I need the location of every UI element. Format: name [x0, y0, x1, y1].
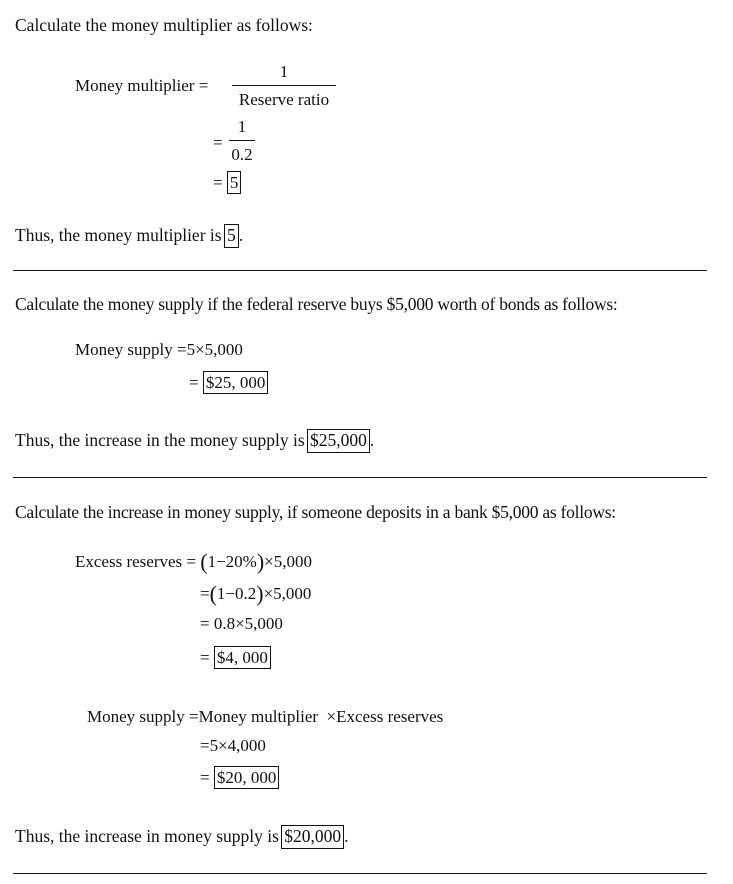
excess-reserves-result — [200, 646, 271, 669]
result-line — [213, 171, 241, 194]
equals-sign: = — [200, 768, 210, 787]
open-paren: ( — [200, 549, 208, 574]
conclusion-text: Thus, the increase in the money supply is — [15, 430, 305, 450]
section3-conclusion — [15, 825, 349, 849]
conclusion-text: Thus, the increase in money supply is — [15, 826, 279, 846]
equals-sign: = — [213, 173, 223, 192]
boxed-result: $25, 000 — [203, 371, 269, 394]
period: . — [369, 430, 375, 450]
close-paren: ) — [256, 581, 264, 606]
equals-sign: = — [213, 133, 223, 152]
money-multiplier-label: Money multiplier = — [75, 76, 209, 95]
fraction-denominator: Reserve ratio — [238, 90, 330, 109]
section1-conclusion — [15, 224, 243, 248]
fraction-numerator: 1 — [279, 62, 289, 81]
fraction-one-over-point-two — [229, 118, 255, 163]
fraction-bar — [229, 140, 255, 141]
section1-intro: Calculate the money multiplier as follows: — [15, 15, 313, 35]
section3-intro: Calculate the increase in money supply, if someone deposits in a bank $5,000 as follows: — [15, 502, 616, 522]
fraction-one-over-reserve-ratio — [232, 63, 336, 108]
excess-reserves-line1 — [75, 551, 312, 573]
period: . — [238, 225, 244, 245]
product-term: 0.8×5,000 — [213, 614, 283, 633]
section-divider — [13, 477, 707, 478]
equals-sign: = — [200, 648, 210, 667]
multiply-term: ×5,000 — [263, 584, 312, 603]
money-supply-line2: =5×4,000 — [200, 736, 266, 755]
excess-reserves-line2 — [200, 583, 311, 605]
equals-sign: = — [189, 373, 199, 392]
open-paren: ( — [209, 581, 217, 606]
section2-conclusion — [15, 429, 374, 453]
multiply-term: ×5,000 — [264, 552, 312, 571]
money-supply-formula: Money supply =5×5,000 — [75, 340, 243, 359]
boxed-answer: $20,000 — [281, 825, 344, 849]
boxed-result: $4, 000 — [214, 646, 271, 669]
equals-sign: = — [200, 614, 210, 633]
period: . — [344, 826, 349, 846]
excess-reserves-label: Excess reserves = — [75, 552, 196, 571]
fraction-denominator: 0.2 — [231, 145, 253, 164]
boxed-answer: 5 — [224, 224, 239, 248]
equals-sign: = — [200, 584, 210, 603]
paren-content: 1−20% — [207, 552, 257, 571]
section-divider — [13, 270, 707, 271]
fraction-bar — [232, 85, 336, 86]
money-supply-formula: Money supply =Money multiplier ×Excess reserves — [87, 707, 444, 726]
excess-reserves-line3 — [200, 615, 283, 632]
fraction-numerator: 1 — [237, 117, 247, 136]
section-divider — [13, 873, 707, 874]
conclusion-text: Thus, the money multiplier is — [15, 225, 222, 245]
boxed-result: 5 — [227, 171, 242, 194]
result-line — [189, 371, 268, 394]
boxed-answer: $25,000 — [307, 429, 370, 453]
money-supply-result — [200, 766, 279, 789]
close-paren: ) — [256, 549, 265, 574]
section2-intro: Calculate the money supply if the federal reserve buys $5,000 worth of bonds as follows: — [15, 294, 618, 314]
boxed-result: $20, 000 — [214, 766, 280, 789]
paren-content: 1−0.2 — [216, 584, 257, 603]
